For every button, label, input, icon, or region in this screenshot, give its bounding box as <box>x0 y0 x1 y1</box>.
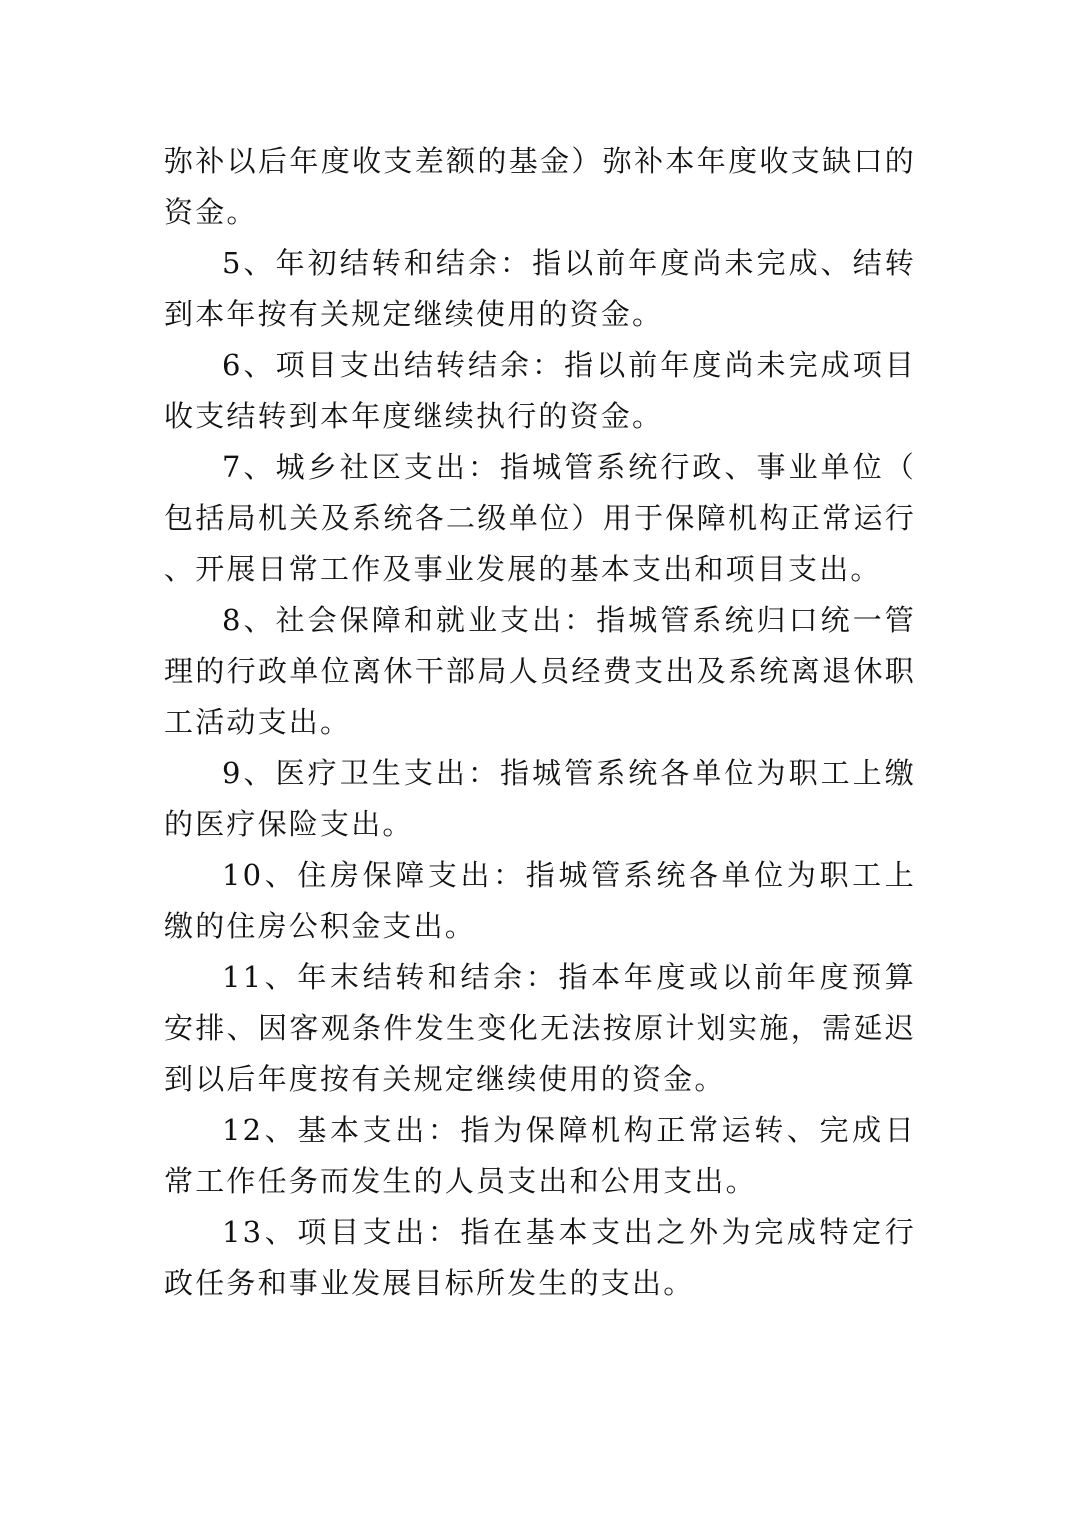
paragraph-item-9: 9、医疗卫生支出：指城管系统各单位为职工上缴的医疗保险支出。 <box>164 756 916 841</box>
paragraph-item-12: 12、基本支出：指为保障机构正常运转、完成日常工作任务而发生的人员支出和公用支出。 <box>164 1113 916 1198</box>
paragraph-item-5: 5、年初结转和结余：指以前年度尚未完成、结转到本年按有关规定继续使用的资金。 <box>164 246 916 331</box>
paragraph-continuation: 弥补以后年度收支差额的基金）弥补本年度收支缺口的资金。 <box>164 144 916 229</box>
paragraph-item-7: 7、城乡社区支出：指城管系统行政、事业单位（包括局机关及系统各二级单位）用于保障机构正常运行、开展日常工作及事业发展的基本支出和项目支出。 <box>164 450 916 586</box>
document-body <box>164 136 916 1309</box>
paragraph-item-8: 8、社会保障和就业支出：指城管系统归口统一管理的行政单位离休干部局人员经费支出及系统离退休职工活动支出。 <box>164 603 916 739</box>
paragraph-item-13: 13、项目支出：指在基本支出之外为完成特定行政任务和事业发展目标所发生的支出。 <box>164 1215 916 1300</box>
paragraph-item-10: 10、住房保障支出：指城管系统各单位为职工上缴的住房公积金支出。 <box>164 858 916 943</box>
paragraph-item-11: 11、年末结转和结余：指本年度或以前年度预算安排、因客观条件发生变化无法按原计划实施，需延迟到以后年度按有关规定继续使用的资金。 <box>164 960 916 1096</box>
paragraph-item-6: 6、项目支出结转结余：指以前年度尚未完成项目收支结转到本年度继续执行的资金。 <box>164 348 916 433</box>
